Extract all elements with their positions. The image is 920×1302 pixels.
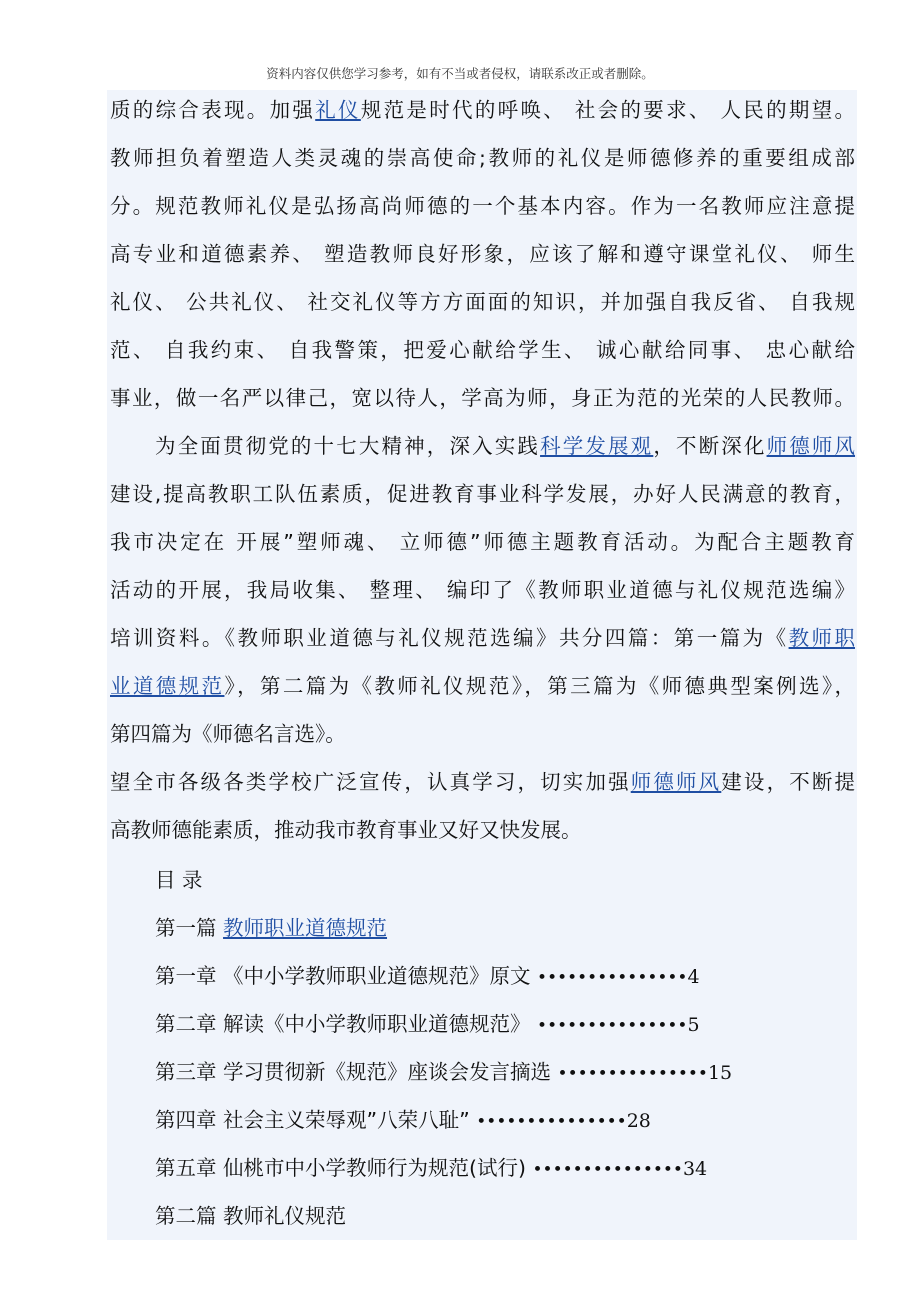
toc-leader-dots: ••••••••••••••• bbox=[537, 968, 688, 988]
paragraph-line: 活动的开展，我局收集、 整理、 编印了《教师职业道德与礼仪规范选编》 bbox=[110, 578, 855, 602]
paragraph-line: 第四篇为《师德名言选》。 bbox=[110, 722, 346, 746]
toc-chapter[interactable] bbox=[155, 1009, 700, 1039]
paragraph-line bbox=[155, 431, 855, 461]
toc-leader-dots: ••••••••••••••• bbox=[557, 1064, 708, 1084]
toc-part-label: 第一篇 bbox=[155, 916, 217, 940]
paragraph-line bbox=[110, 767, 855, 797]
text-run: 质的综合表现。加强 bbox=[110, 98, 316, 122]
link-part1-title[interactable]: 教师职业道德规范 bbox=[223, 916, 388, 940]
text-run: ，不断深化 bbox=[653, 434, 767, 458]
toc-leader-dots: ••••••••••••••• bbox=[476, 1112, 627, 1132]
text-run: 培训资料。《教师职业道德与礼仪规范选编》共分四篇：第一篇为《 bbox=[110, 626, 789, 650]
text-run: 》，第二篇为《教师礼仪规范》，第三篇为《师德典型案例选》， bbox=[224, 674, 856, 698]
toc-part-2: 第二篇 教师礼仪规范 bbox=[155, 1204, 347, 1228]
toc-page-number: 5 bbox=[687, 1014, 700, 1036]
toc-leader-dots: ••••••••••••••• bbox=[532, 1160, 683, 1180]
link-kexue-fazhanguan[interactable]: 科学发展观 bbox=[540, 434, 654, 458]
text-run: 规范是时代的呼唤、 社会的要求、 人民的期望。 bbox=[360, 98, 855, 122]
paragraph-line bbox=[110, 95, 855, 125]
paragraph-line bbox=[110, 623, 855, 653]
link-jiaoshi-zhiye[interactable]: 教师职 bbox=[788, 626, 855, 650]
toc-page-number: 34 bbox=[682, 1158, 708, 1180]
paragraph-line: 我市决定在 开展”塑师魂、 立师德”师德主题教育活动。为配合主题教育 bbox=[110, 530, 855, 554]
disclaimer-notice: 资料内容仅供您学习参考，如有不当或者侵权，请联系改正或者删除。 bbox=[266, 66, 654, 81]
text-run: 望全市各级各类学校广泛宣传，认真学习，切实加强 bbox=[110, 770, 631, 794]
toc-chapter-title: 第四章 社会主义荣辱观”八荣八耻” bbox=[155, 1108, 477, 1132]
link-liyi[interactable]: 礼仪 bbox=[315, 98, 361, 122]
toc-chapter[interactable] bbox=[155, 1057, 732, 1087]
toc-chapter[interactable] bbox=[155, 1153, 707, 1183]
text-run: 建设，不断提 bbox=[721, 770, 855, 794]
toc-chapter[interactable] bbox=[155, 961, 700, 991]
text-run: 为全面贯彻党的十七大精神，深入实践 bbox=[155, 434, 541, 458]
paragraph-line: 礼仪、 公共礼仪、 社交礼仪等方方面面的知识，并加强自我反省、 自我规 bbox=[110, 290, 855, 314]
paragraph-line: 分。规范教师礼仪是弘扬高尚师德的一个基本内容。作为一名教师应注意提 bbox=[110, 194, 855, 218]
toc-chapter-title: 第五章 仙桃市中小学教师行为规范(试行) bbox=[155, 1156, 533, 1180]
paragraph-line: 建设,提高教职工队伍素质，促进教育事业科学发展，办好人民满意的教育， bbox=[110, 482, 855, 506]
toc-chapter-title: 第二章 解读《中小学教师职业道德规范》 bbox=[155, 1012, 538, 1036]
toc-page-number: 4 bbox=[687, 966, 700, 988]
toc-heading: 目 录 bbox=[155, 868, 203, 892]
toc-chapter-title: 第三章 学习贯彻新《规范》座谈会发言摘选 bbox=[155, 1060, 558, 1084]
link-daode-guifan[interactable]: 业道德规范 bbox=[110, 674, 225, 698]
toc-page-number: 15 bbox=[707, 1062, 733, 1084]
toc-chapter-title: 第一章 《中小学教师职业道德规范》原文 bbox=[155, 964, 538, 988]
paragraph-line: 范、 自我约束、 自我警策，把爱心献给学生、 诚心献给同事、 忠心献给 bbox=[110, 338, 855, 362]
paragraph-line: 事业，做一名严以律己，宽以待人，学高为师，身正为范的光荣的人民教师。 bbox=[110, 386, 855, 410]
toc-chapter[interactable] bbox=[155, 1105, 651, 1135]
paragraph-line: 高专业和道德素养、 塑造教师良好形象，应该了解和遵守课堂礼仪、 师生 bbox=[110, 242, 855, 266]
toc-page-number: 28 bbox=[626, 1110, 651, 1132]
paragraph-line: 教师担负着塑造人类灵魂的崇高使命;教师的礼仪是师德修养的重要组成部 bbox=[110, 146, 855, 170]
toc-leader-dots: ••••••••••••••• bbox=[537, 1016, 688, 1036]
link-shide-shifeng-2[interactable]: 师德师风 bbox=[630, 770, 722, 794]
link-shide-shifeng[interactable]: 师德师风 bbox=[766, 434, 856, 458]
paragraph-line bbox=[110, 671, 855, 701]
toc-part-1 bbox=[155, 913, 387, 943]
paragraph-line: 高教师德能素质，推动我市教育事业又好又快发展。 bbox=[110, 818, 582, 842]
